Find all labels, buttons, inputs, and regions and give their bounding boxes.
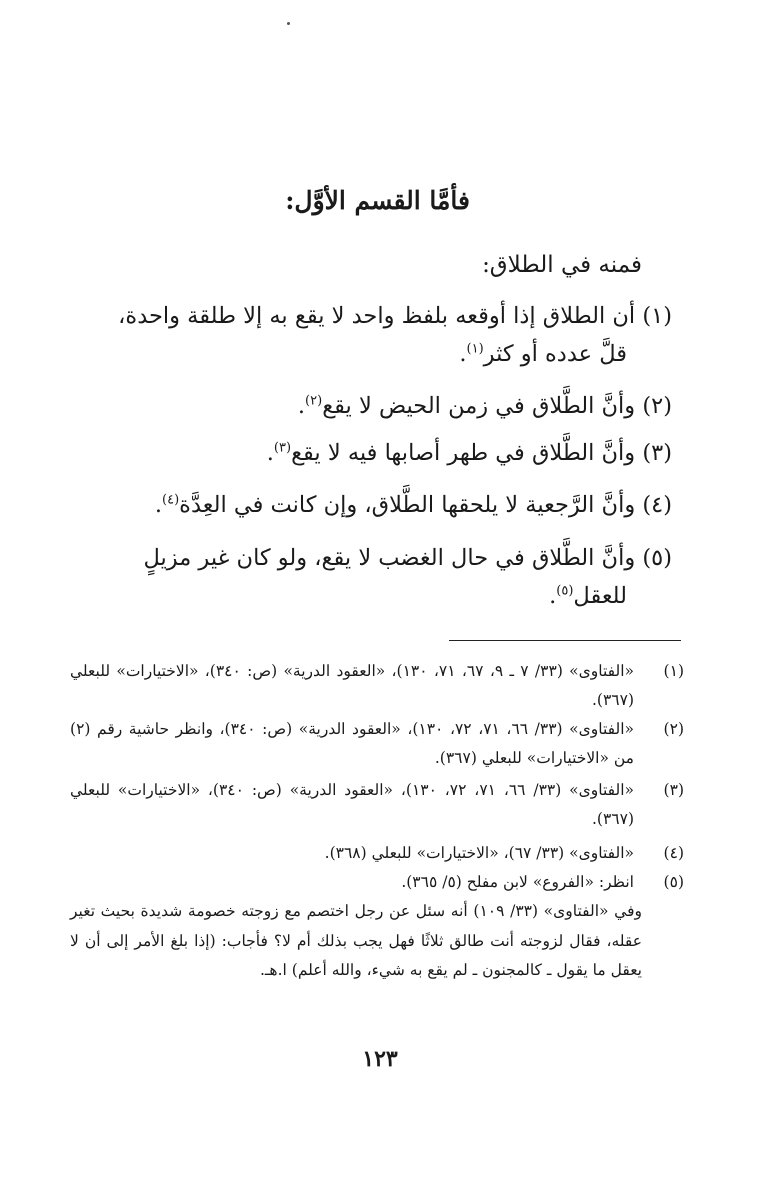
list-item: (٣) وأنَّ الطَّلاق في طهر أصابها فيه لا يقع$^{(٣)}$.	[266, 440, 672, 466]
footnote-number: (٥)	[663, 873, 684, 891]
item-number: (٥)	[642, 545, 672, 571]
item-text-continued: للعقل	[573, 583, 627, 609]
list-item: (١) أن الطلاق إذا أوقعه بلفظ واحد لا يقع به إلا طلقة واحدة، قلَّ عدده أو كثر$^{(١)}$.	[118, 303, 672, 367]
item-number: (٢)	[642, 393, 672, 419]
section-heading: فأمَّا القسم الأوَّل:	[285, 186, 470, 215]
footnote-text: «الفتاوى» (٣٣/ ٦٦، ٧١، ٧٢، ١٣٠)، «العقود الدرية» (ص: ٣٤٠)، «الاختيارات» للبعلي (٣٦٧).	[70, 781, 634, 828]
footnote-ref[interactable]: (٤)	[162, 492, 180, 508]
footnote-text: انظر: «الفروع» لابن مفلح (٥/ ٣٦٥).	[401, 873, 634, 891]
footnote-ref[interactable]: (٢)	[305, 393, 323, 409]
item-text: وأنَّ الطَّلاق في طهر أصابها فيه لا يقع	[291, 440, 636, 466]
item-number: (٤)	[642, 492, 672, 518]
footnote-ref[interactable]: (٣)	[273, 440, 292, 456]
intro-line: فمنه في الطلاق:	[482, 252, 642, 278]
footnote-ref[interactable]: (١)	[466, 341, 484, 357]
footnote	[70, 839, 684, 868]
item-text-continued: قلَّ عدده أو كثر	[483, 341, 627, 367]
item-text: وأنَّ الطَّلاق في حال الغضب لا يقع، ولو كان غير مزيلٍ	[143, 545, 636, 571]
footnote-number: (١)	[663, 662, 684, 680]
footnote-text: «الفتاوى» (٣٣/ ٧ ـ ٩، ٦٧، ٧١، ١٣٠)، «العقود الدرية» (ص: ٣٤٠)، «الاختيارات» للبعلي (٣٦٧).	[70, 662, 635, 709]
list-item: (٤) وأنَّ الرَّجعية لا يلحقها الطَّلاق، وإن كانت في العِدَّة$^{(٤)}$.	[154, 492, 672, 518]
footnote-ref[interactable]: (٥)	[556, 583, 574, 599]
footnote	[70, 715, 684, 773]
footnote-continuation: وفي «الفتاوى» (٣٣/ ١٠٩) أنه سئل عن رجل اختصم مع زوجته خصومة شديدة بحيث تغير عقله، فقال لزوجته أنت طالق ثلاثًا فهل يجب بذلك أم لا؟ فأجاب: (إذا بلغ الأمر إلى أن لا يعقل ما يقول ـ كالمجنون ـ لم يقع به شيء، والله أعلم) ا.هـ.	[70, 902, 642, 979]
list-item: (٢) وأنَّ الطَّلاق في زمن الحيض لا يقع$^{(٢)}$.	[297, 393, 672, 419]
item-text: وأنَّ الطَّلاق في زمن الحيض لا يقع	[322, 393, 636, 419]
item-text: وأنَّ الرَّجعية لا يلحقها الطَّلاق، وإن كانت في العِدَّة	[179, 492, 636, 518]
item-text: أن الطلاق إذا أوقعه بلفظ واحد لا يقع به إلا طلقة واحدة،	[118, 303, 636, 329]
footnote-text: «الفتاوى» (٣٣/ ٦٧)، «الاختيارات» للبعلي (٣٦٨).	[324, 844, 634, 862]
footnote	[70, 868, 684, 897]
footnote	[70, 776, 684, 834]
item-number: (٣)	[642, 440, 672, 466]
footnote	[70, 657, 684, 715]
footnote-number: (٢)	[663, 720, 684, 738]
list-item: (٥) وأنَّ الطَّلاق في حال الغضب لا يقع، ولو كان غير مزيلٍ للعقل$^{(٥)}$.	[143, 545, 672, 609]
item-number: (١)	[642, 303, 672, 329]
page-mark	[287, 22, 290, 25]
footnote-number: (٣)	[663, 781, 684, 799]
footnote-divider	[449, 640, 681, 641]
page-number: ١٢٣	[362, 1046, 398, 1072]
footnote-number: (٤)	[663, 844, 684, 862]
footnote-text: «الفتاوى» (٣٣/ ٦٦، ٧١، ٧٢، ١٣٠)، «العقود الدرية» (ص: ٣٤٠)، وانظر حاشية رقم (٢) من «الاختيارات» للبعلي (٣٦٧).	[70, 720, 635, 767]
